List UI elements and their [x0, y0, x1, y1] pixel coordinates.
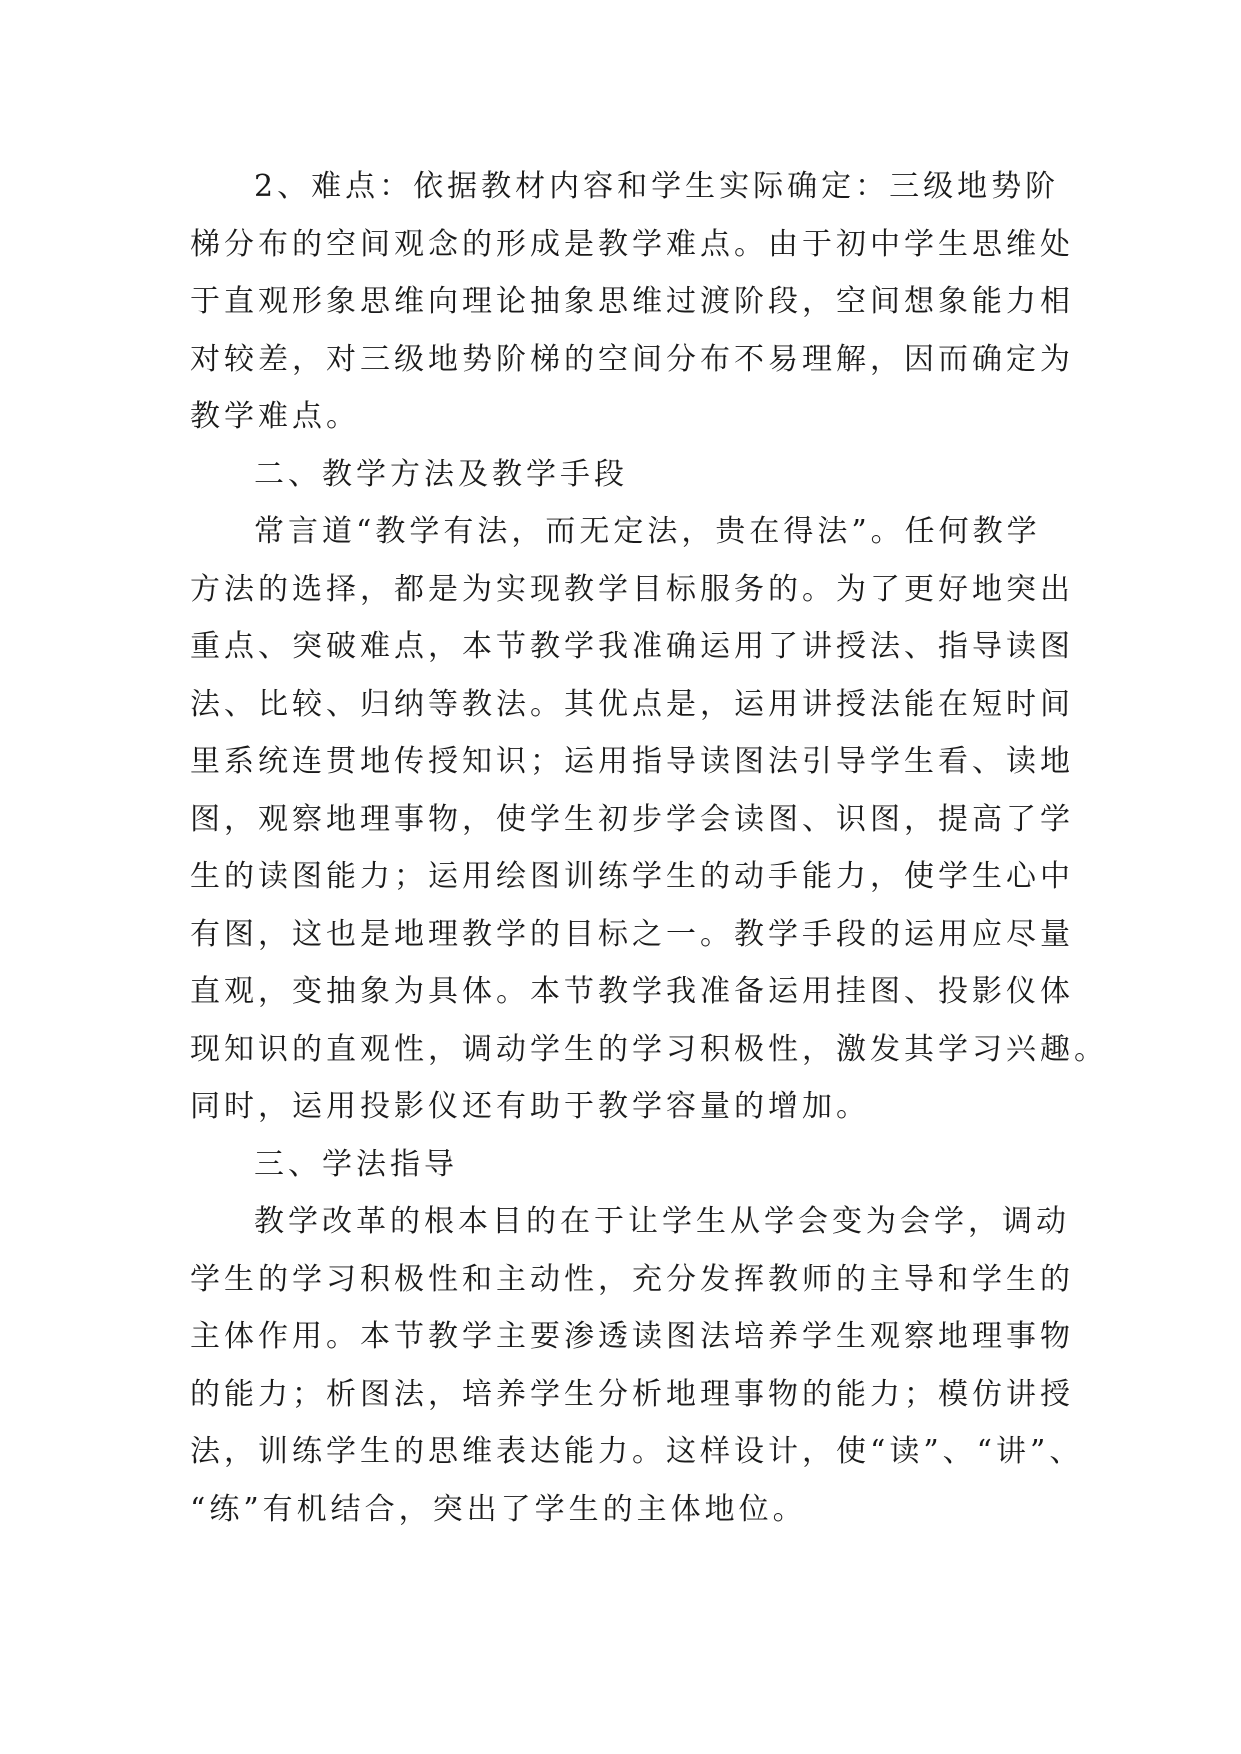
text-line: 2、难点：依据教材内容和学生实际确定：三级地势阶 — [254, 169, 1060, 204]
text-line: 教学难点。 — [190, 399, 360, 434]
text-line: 的能力；析图法，培养学生分析地理事物的能力；模仿讲授 — [190, 1376, 1074, 1412]
text-line: 生的读图能力；运用绘图训练学生的动手能力，使学生心中 — [190, 859, 1074, 894]
text-line: 对较差，对三级地势阶梯的空间分布不易理解，因而确定为 — [190, 341, 1074, 377]
section-heading-learning-guidance — [190, 1136, 1050, 1194]
text-line: 图，观察地理事物，使学生初步学会读图、识图，提高了学 — [190, 801, 1074, 837]
text-line: 常言道“教学有法，而无定法，贵在得法”。任何教学 — [254, 514, 1041, 549]
paragraph-difficulty — [190, 158, 1074, 446]
text-line: 于直观形象思维向理论抽象思维过渡阶段，空间想象能力相 — [190, 284, 1074, 319]
document-body — [190, 158, 1108, 1538]
text-line: 同时，运用投影仪还有助于教学容量的增加。 — [190, 1089, 870, 1124]
text-line: 现知识的直观性，调动学生的学习积极性，激发其学习兴趣。 — [190, 1031, 1108, 1067]
heading-text: 三、学法指导 — [254, 1146, 458, 1182]
text-line: 法，训练学生的思维表达能力。这样设计，使“读”、“讲”、 — [190, 1434, 1084, 1469]
section-heading-teaching-methods — [190, 446, 1050, 504]
text-line: 法、比较、归纳等教法。其优点是，运用讲授法能在短时间 — [190, 686, 1074, 722]
text-line: 直观，变抽象为具体。本节教学我准备运用挂图、投影仪体 — [190, 974, 1074, 1009]
heading-text: 二、教学方法及教学手段 — [254, 456, 628, 492]
text-line: 教学改革的根本目的在于让学生从学会变为会学，调动 — [254, 1204, 1070, 1239]
text-line: 方法的选择，都是为实现教学目标服务的。为了更好地突出 — [190, 571, 1074, 607]
text-line: 学生的学习积极性和主动性，充分发挥教师的主导和学生的 — [190, 1261, 1074, 1297]
text-line: 有图，这也是地理教学的目标之一。教学手段的运用应尽量 — [190, 916, 1074, 952]
text-line: 重点、突破难点，本节教学我准确运用了讲授法、指导读图 — [190, 629, 1074, 664]
paragraph-methods — [190, 503, 1108, 1136]
text-line: 里系统连贯地传授知识；运用指导读图法引导学生看、读地 — [190, 744, 1074, 779]
text-line: “练”有机结合，突出了学生的主体地位。 — [190, 1491, 807, 1527]
paragraph-learning — [190, 1193, 1084, 1538]
text-line: 主体作用。本节教学主要渗透读图法培养学生观察地理事物 — [190, 1319, 1074, 1354]
text-line: 梯分布的空间观念的形成是教学难点。由于初中学生思维处 — [190, 226, 1074, 262]
